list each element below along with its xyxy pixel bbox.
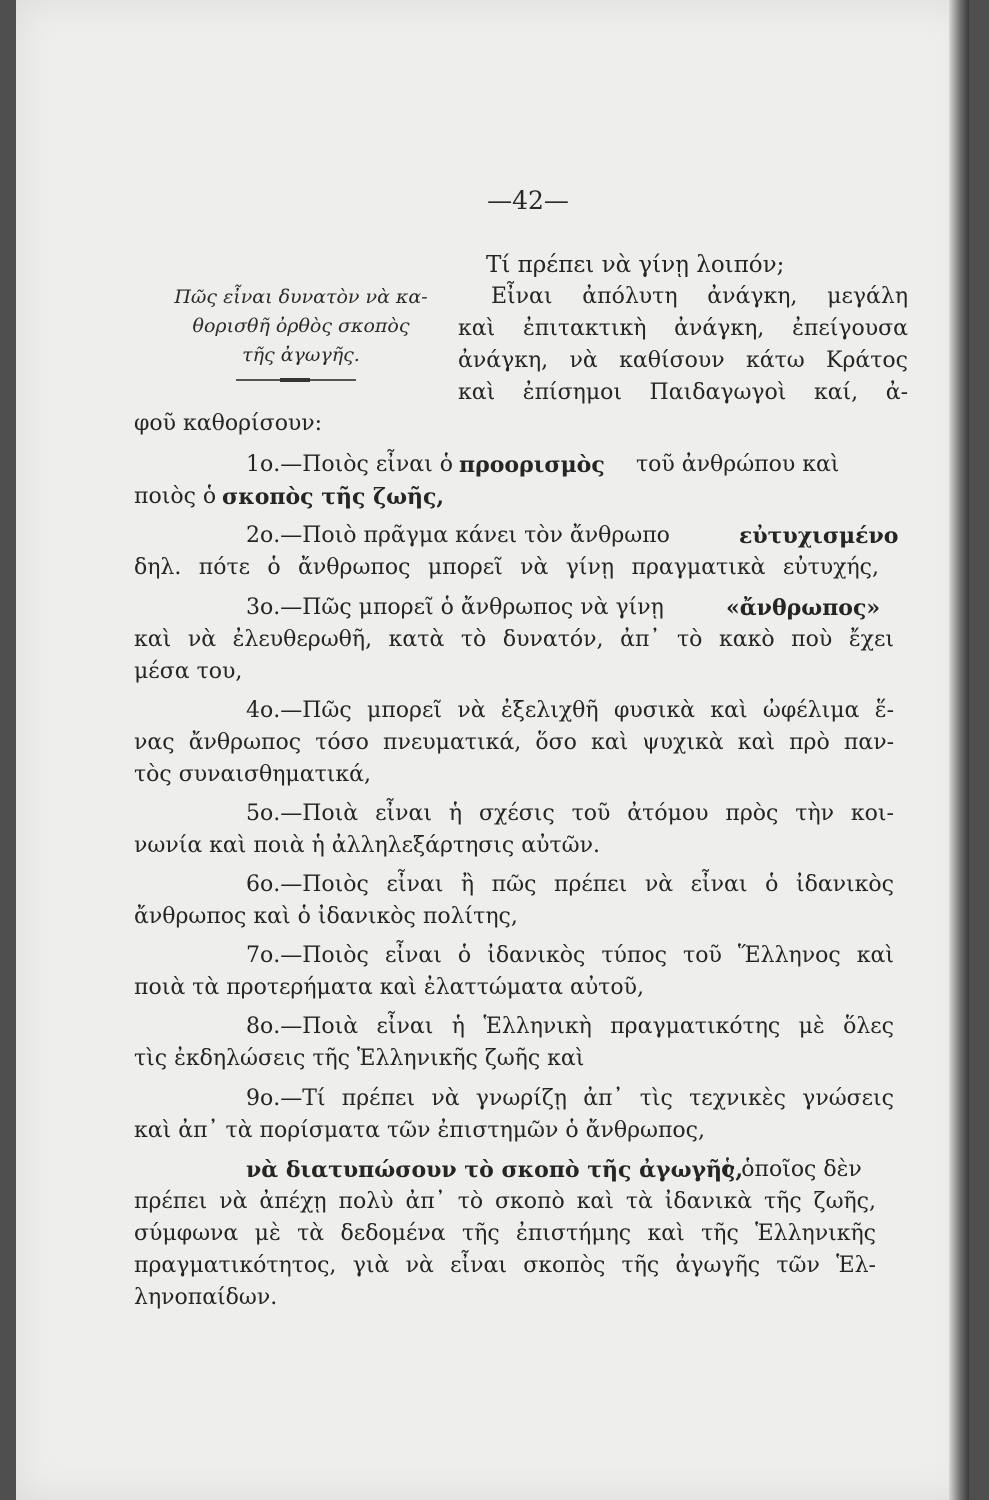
text-line: 4ο.—Πῶς μπορεῖ νὰ ἐξελιχθῆ φυσικὰ καὶ ὠφέλιμα ἕ- (246, 698, 894, 723)
text-line: πρέπει νὰ ἀπέχῃ πολὺ ἀπ᾽ τὸ σκοπὸ καὶ τὰ ἰδανικὰ τῆς ζωῆς, (134, 1189, 876, 1214)
margin-note-line: τῆς ἀγωγῆς. (242, 344, 360, 366)
text-line: ποιὰ τὰ προτερήματα καὶ ἐλαττώματα αὐτοῦ, (134, 975, 644, 1000)
page-number: —42— (487, 186, 569, 215)
text-line: 7ο.—Ποιὸς εἶναι ὁ ἰδανικὸς τύπος τοῦ Ἕλληνος καὶ (246, 943, 894, 968)
margin-note-line: Πῶς εἶναι δυνατὸν νὰ κα- (174, 286, 428, 308)
text-line: ἀνάγκη, νὰ καθίσουν κάτω Κράτος (458, 348, 908, 373)
text-line: 8ο.—Ποιὰ εἶναι ἡ Ἑλληνικὴ πραγματικότης μὲ ὅλες (246, 1014, 894, 1039)
text-line: 2ο.—Ποιὸ πρᾶγμα κάνει τὸν ἄνθρωπο (246, 523, 670, 548)
text-line: σύμφωνα μὲ τὰ δεδομένα τῆς ἐπιστήμης καὶ τῆς Ἑλληνικῆς (134, 1221, 876, 1246)
text-line: τὸς συναισθηματικά, (134, 762, 371, 787)
text-line: πραγματικότητος, γιὰ νὰ εἶναι σκοπὸς τῆς ἀγωγῆς τῶν Ἑλ- (134, 1253, 876, 1278)
text-line: Τί πρέπει νὰ γίνῃ λοιπόν; (486, 252, 785, 278)
text-line: Εἶναι ἀπόλυτη ἀνάγκη, μεγάλη (491, 284, 908, 309)
page-edge (949, 0, 969, 1500)
text-line: ἄνθρωπος καὶ ὁ ἰδανικὸς πολίτης, (134, 904, 518, 929)
text-line-emphasis: νὰ διατυπώσουν τὸ σκοπὸ τῆς ἀγωγῆς, (246, 1157, 744, 1183)
text-line-emphasis: εὐτυχισμένο (739, 523, 899, 549)
text-line: καὶ ἐπιτακτικὴ ἀνάγκη, ἐπείγουσα (458, 316, 908, 341)
text-line: νωνία καὶ ποιὰ ἡ ἀλληλεξάρτησις αὐτῶν. (134, 833, 600, 858)
margin-note-line: θορισθῆ ὀρθὸς σκοπὸς (192, 315, 410, 337)
text-line: καὶ ἀπ᾽ τὰ πορίσματα τῶν ἐπιστημῶν ὁ ἄνθρωπος, (134, 1118, 705, 1143)
text-line: καὶ νὰ ἐλευθερωθῆ, κατὰ τὸ δυνατόν, ἀπ᾽ τὸ κακὸ ποὺ ἔχει (134, 627, 894, 652)
text-line: δηλ. πότε ὁ ἄνθρωπος μπορεῖ νὰ γίνῃ πραγματικὰ εὐτυχής, (134, 555, 879, 580)
book-page (16, 0, 969, 1500)
text-line: τὶς ἐκδηλώσεις τῆς Ἑλληνικῆς ζωῆς καὶ (134, 1046, 585, 1071)
text-line: νας ἄνθρωπος τόσο πνευματικά, ὅσο καὶ ψυχικὰ καὶ πρὸ παν- (134, 730, 894, 755)
text-line-emphasis: σκοπὸς τῆς ζωῆς, (222, 484, 445, 510)
text-line: ληνοπαίδων. (134, 1285, 278, 1310)
margin-note-rule (236, 379, 356, 381)
text-line: 1ο.—Ποιὸς εἶναι ὁ (246, 452, 453, 477)
text-line: 5ο.—Ποιὰ εἶναι ἡ σχέσις τοῦ ἀτόμου πρὸς τὴν κοι- (246, 801, 894, 826)
text-line: 9ο.—Τί πρέπει νὰ γνωρίζῃ ἀπ᾽ τὶς τεχνικὲς γνώσεις (246, 1086, 894, 1111)
text-line: ποιὸς ὁ (134, 484, 217, 509)
text-line: ὁ ὁποῖος δὲν (721, 1157, 862, 1182)
margin-note (156, 283, 446, 370)
text-line: 3ο.—Πῶς μπορεῖ ὁ ἄνθρωπος νὰ γίνῃ (246, 595, 664, 620)
text-line-emphasis: «ἄνθρωπος» (726, 595, 881, 621)
text-line: 6ο.—Ποιὸς εἶναι ἢ πῶς πρέπει νὰ εἶναι ὁ ἰδανικὸς (246, 872, 894, 897)
text-line: φοῦ καθορίσουν: (134, 411, 323, 436)
text-line: καὶ ἐπίσημοι Παιδαγωγοὶ καί, ἀ- (458, 380, 908, 405)
text-line: τοῦ ἀνθρώπου καὶ (636, 452, 840, 477)
text-line: μέσα του, (134, 659, 243, 684)
text-line-emphasis: προορισμὸς (459, 452, 605, 478)
